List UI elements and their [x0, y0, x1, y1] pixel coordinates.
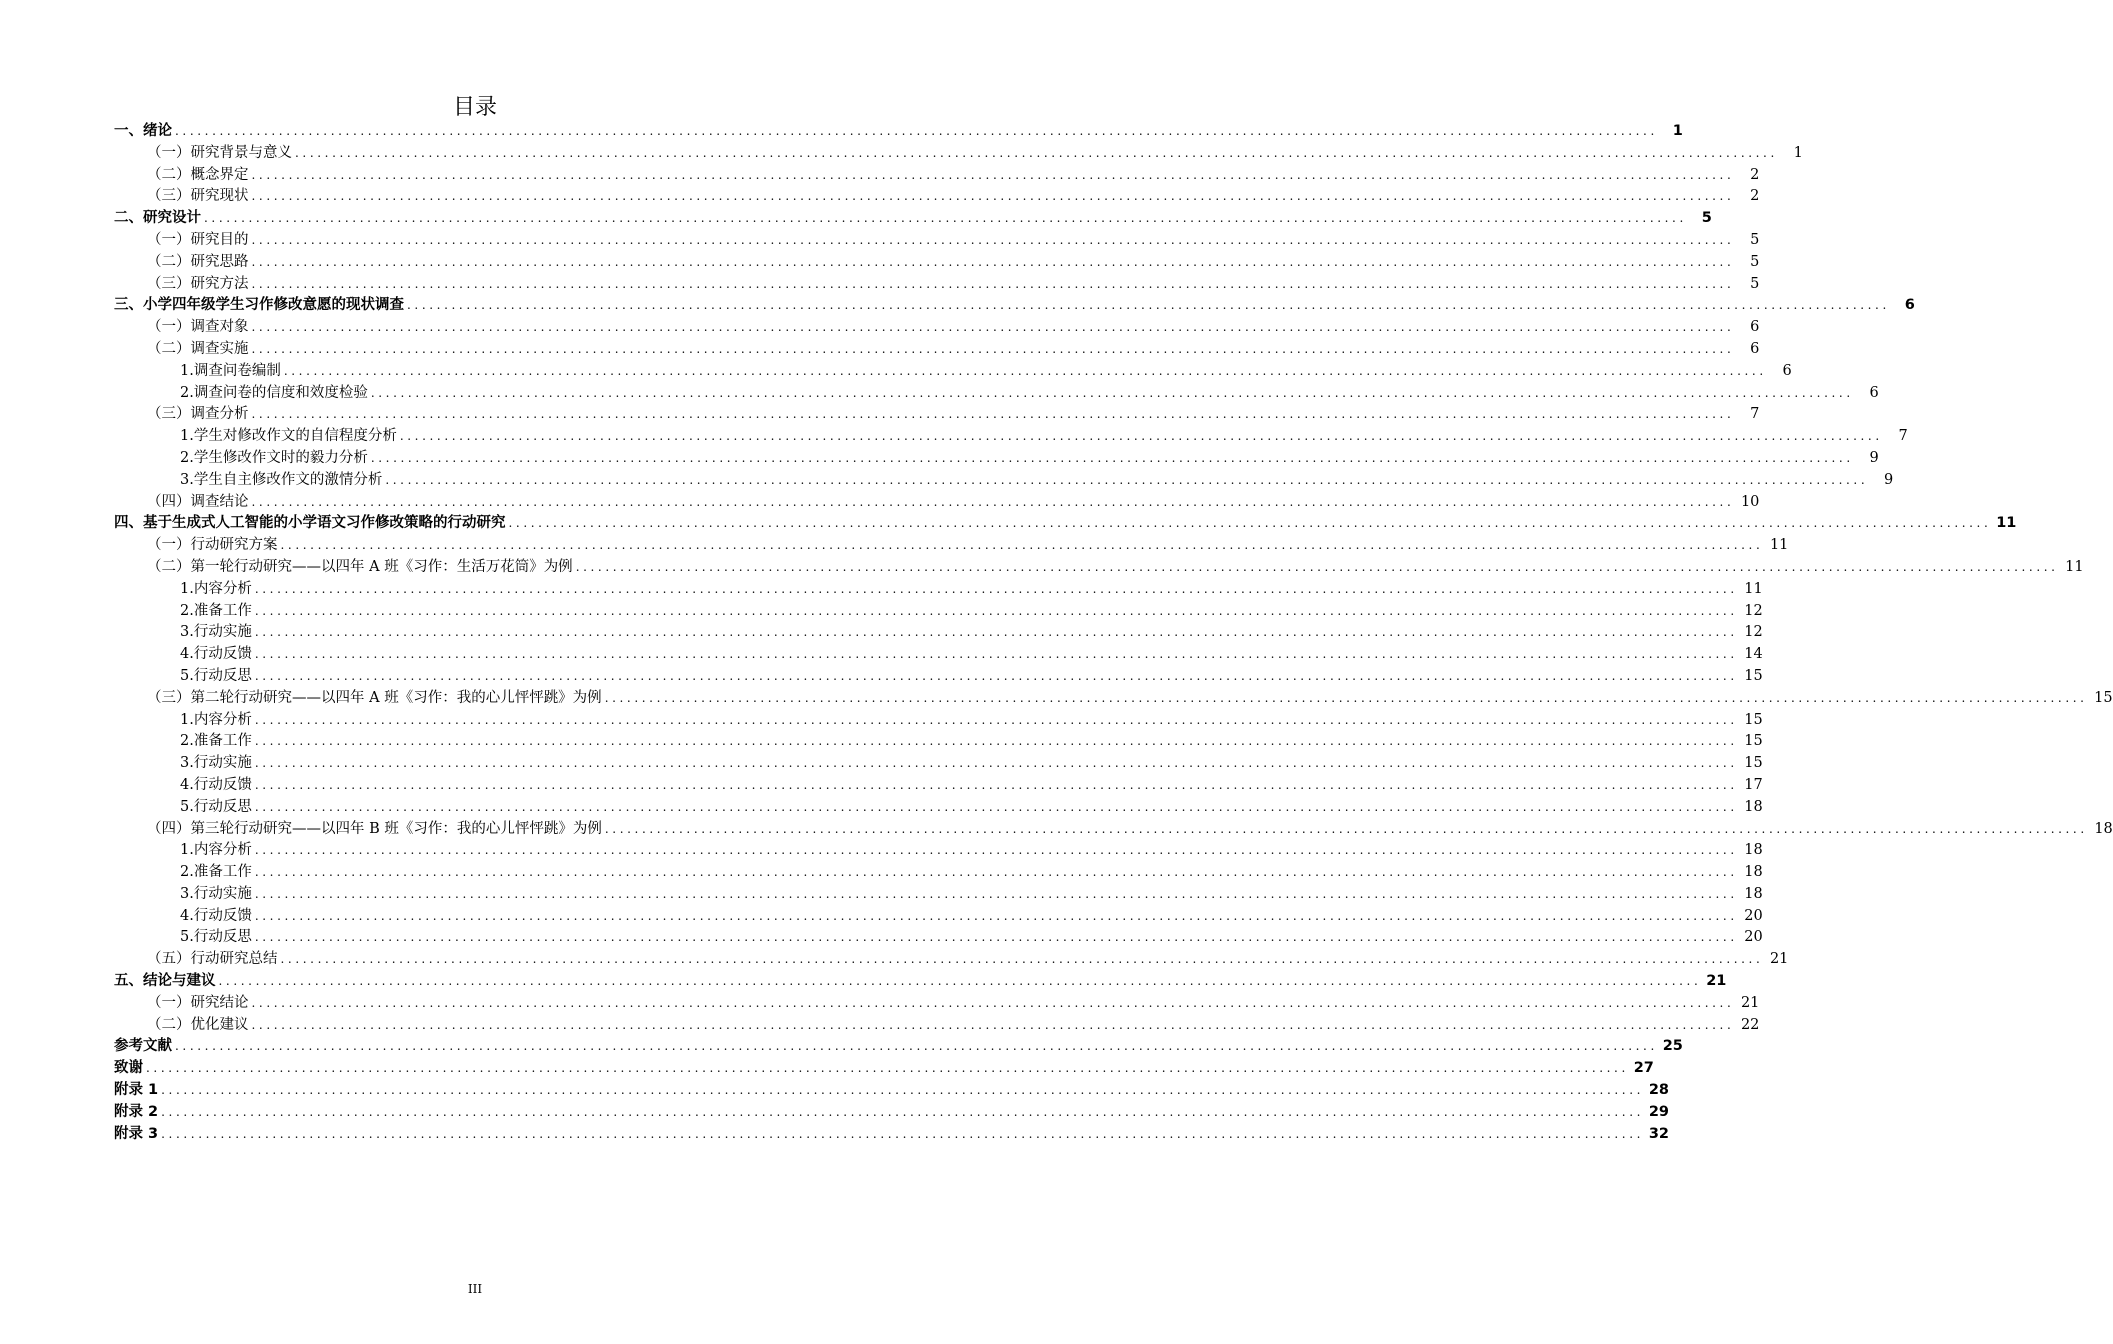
- dot-leader: ........................................................................................................................................................................................................: [254, 777, 1738, 792]
- toc-entry[interactable]: [0, 492, 1760, 514]
- toc-entry[interactable]: [0, 862, 1763, 884]
- toc-entry[interactable]: [0, 513, 2017, 535]
- dot-leader: ........................................................................................................................................................................................................: [254, 581, 1738, 596]
- toc-entry-label: 1.内容分析: [180, 842, 252, 859]
- dot-leader: ........................................................................................................................................................................................................: [508, 516, 1992, 531]
- toc-entry-page: 7: [1750, 406, 1760, 423]
- toc-entry[interactable]: [0, 971, 1727, 993]
- toc-entry-label: 1.学生对修改作文的自信程度分析: [180, 428, 397, 445]
- toc-entry-label: （一）研究目的: [147, 231, 249, 248]
- toc-entry-page: 18: [1744, 864, 1763, 881]
- dot-leader: ........................................................................................................................................................................................................: [254, 799, 1738, 814]
- dot-leader: ........................................................................................................................................................................................................: [251, 189, 1735, 204]
- toc-entry[interactable]: [0, 295, 1915, 317]
- toc-entry[interactable]: [0, 688, 2113, 710]
- dot-leader: ........................................................................................................................................................................................................: [251, 276, 1735, 291]
- toc-entry[interactable]: [0, 622, 1763, 644]
- dot-leader: ........................................................................................................................................................................................................: [254, 908, 1738, 923]
- toc-entry-page: 1: [1793, 144, 1803, 161]
- toc-entry[interactable]: [0, 186, 1760, 208]
- toc-entry-label: （三）研究方法: [147, 275, 249, 292]
- dot-leader: ........................................................................................................................................................................................................: [254, 668, 1738, 683]
- toc-entry[interactable]: [0, 404, 1760, 426]
- toc-entry[interactable]: [0, 601, 1763, 623]
- dot-leader: ........................................................................................................................................................................................................: [399, 429, 1883, 444]
- dot-leader: ........................................................................................................................................................................................................: [370, 450, 1854, 465]
- toc-entry-page: 5: [1750, 231, 1760, 248]
- dot-leader: ........................................................................................................................................................................................................: [175, 124, 1658, 138]
- dot-leader: ........................................................................................................................................................................................................: [604, 821, 2088, 836]
- toc-entry[interactable]: [0, 339, 1760, 361]
- toc-entry-label: 附录 2: [114, 1103, 159, 1120]
- toc-entry[interactable]: [0, 143, 1803, 165]
- dot-leader: ........................................................................................................................................................................................................: [251, 1017, 1735, 1032]
- dot-leader: ........................................................................................................................................................................................................: [254, 756, 1738, 771]
- dot-leader: ........................................................................................................................................................................................................: [280, 538, 1764, 553]
- toc-entry-page: 2: [1750, 188, 1760, 205]
- toc-entry-page: 15: [2094, 689, 2113, 706]
- toc-entry-label: （二）研究思路: [147, 253, 249, 270]
- toc-entry[interactable]: [0, 1058, 1654, 1080]
- toc-entry[interactable]: [0, 949, 1789, 971]
- toc-entry-label: （五）行动研究总结: [147, 951, 278, 968]
- toc-entry[interactable]: [0, 317, 1760, 339]
- toc-entry-page: 15: [1744, 755, 1763, 772]
- toc-entry-page: 15: [1744, 667, 1763, 684]
- toc-entry-label: 2.准备工作: [180, 733, 252, 750]
- dot-leader: ........................................................................................................................................................................................................: [254, 865, 1738, 880]
- toc-entry[interactable]: [0, 644, 1763, 666]
- toc-entry-label: 附录 1: [114, 1082, 159, 1099]
- toc-entry-page: 11: [1744, 580, 1763, 597]
- toc-entry[interactable]: [0, 797, 1763, 819]
- toc-entry[interactable]: [0, 208, 1712, 230]
- toc-entry-label: （三）研究现状: [147, 188, 249, 205]
- toc-entry-label: 4.行动反馈: [180, 646, 252, 663]
- toc-entry[interactable]: [0, 840, 1763, 862]
- toc-entry-page: 11: [1769, 537, 1789, 554]
- toc-entry-page: 18: [1744, 798, 1763, 815]
- toc-entry-label: （二）调查实施: [147, 340, 249, 357]
- dot-leader: ........................................................................................................................................................................................................: [175, 1039, 1658, 1054]
- toc-entry[interactable]: [0, 383, 1879, 405]
- toc-entry-label: （二）第一轮行动研究——以四年 A 班《习作：生活万花筒》为例: [147, 558, 573, 575]
- toc-entry-page: 17: [1744, 776, 1763, 793]
- toc-entry-label: 5.行动反思: [180, 798, 252, 815]
- toc-entry[interactable]: [0, 535, 1789, 557]
- toc-entry-page: 6: [1750, 319, 1760, 336]
- toc-entry-page: 21: [1769, 951, 1789, 968]
- dot-leader: ........................................................................................................................................................................................................: [251, 494, 1735, 509]
- toc-entry-page: 27: [1633, 1060, 1654, 1077]
- toc-entry[interactable]: [0, 1102, 1670, 1124]
- dot-leader: ........................................................................................................................................................................................................: [575, 559, 2059, 574]
- toc-entry-label: 3.行动实施: [180, 755, 252, 772]
- toc-entry-label: 致谢: [114, 1060, 143, 1077]
- toc-entry-page: 21: [1706, 973, 1727, 990]
- toc-entry-label: 5.行动反思: [180, 667, 252, 684]
- toc-entry[interactable]: [0, 666, 1763, 688]
- toc-entry-label: （二）概念界定: [147, 166, 249, 183]
- toc-entry-page: 29: [1648, 1103, 1670, 1120]
- toc-entry-label: （一）研究结论: [147, 994, 249, 1011]
- toc-entry-label: 4.行动反馈: [180, 776, 252, 793]
- toc-entry-label: 二、研究设计: [114, 210, 201, 227]
- toc-entry-label: （四）调查结论: [147, 493, 249, 510]
- dot-leader: ........................................................................................................................................................................................................: [161, 1104, 1645, 1119]
- toc-entry-label: （一）研究背景与意义: [147, 144, 292, 161]
- toc-entry[interactable]: [0, 274, 1760, 296]
- dot-leader: ........................................................................................................................................................................................................: [146, 1061, 1629, 1076]
- toc-entry[interactable]: [0, 230, 1760, 252]
- toc-entry[interactable]: [0, 819, 2113, 841]
- toc-entry-page: 12: [1744, 602, 1763, 619]
- toc-entry[interactable]: [0, 1124, 1670, 1146]
- page-title: 目录: [452, 95, 497, 120]
- toc-entry[interactable]: [0, 927, 1763, 949]
- toc-entry[interactable]: [0, 165, 1760, 187]
- toc-entry-label: 附录 3: [114, 1125, 159, 1142]
- page-number-footer: III: [467, 1282, 483, 1296]
- toc-entry[interactable]: [0, 252, 1760, 274]
- dot-leader: ........................................................................................................................................................................................................: [251, 341, 1735, 356]
- toc-entry[interactable]: [0, 448, 1879, 470]
- toc-entry-page: 11: [1996, 515, 2017, 532]
- dot-leader: ........................................................................................................................................................................................................: [604, 690, 2088, 705]
- toc-entry-page: 5: [1701, 210, 1712, 227]
- toc-entry-label: 1.内容分析: [180, 580, 252, 597]
- toc-entry[interactable]: [0, 993, 1760, 1015]
- toc-entry-label: 2.学生修改作文时的毅力分析: [180, 449, 368, 466]
- toc-entry-page: 20: [1744, 929, 1763, 946]
- toc-entry-label: 3.行动实施: [180, 885, 252, 902]
- toc-entry[interactable]: [0, 557, 2084, 579]
- toc-entry-page: 6: [1904, 297, 1915, 314]
- toc-entry-label: （一）行动研究方案: [147, 537, 278, 554]
- toc-entry-page: 6: [1750, 340, 1760, 357]
- toc-entry-label: （三）第二轮行动研究——以四年 A 班《习作：我的心儿怦怦跳》为例: [147, 689, 602, 706]
- toc-entry-page: 11: [2065, 558, 2084, 575]
- toc-entry-label: 3.行动实施: [180, 624, 252, 641]
- dot-leader: ........................................................................................................................................................................................................: [251, 232, 1735, 247]
- dot-leader: ........................................................................................................................................................................................................: [254, 734, 1738, 749]
- toc-entry-page: 10: [1740, 493, 1760, 510]
- toc-entry-page: 15: [1744, 733, 1763, 750]
- dot-leader: ........................................................................................................................................................................................................: [407, 298, 1890, 313]
- toc-entry[interactable]: [0, 884, 1763, 906]
- toc-entry-label: 参考文献: [114, 1038, 172, 1055]
- toc-entry[interactable]: [0, 731, 1763, 753]
- toc-entry-page: 28: [1648, 1082, 1670, 1099]
- toc-entry-page: 5: [1750, 253, 1760, 270]
- toc-entry-label: 1.内容分析: [180, 711, 252, 728]
- dot-leader: ........................................................................................................................................................................................................: [254, 843, 1738, 858]
- dot-leader: ........................................................................................................................................................................................................: [251, 254, 1735, 269]
- dot-leader: ........................................................................................................................................................................................................: [161, 1083, 1645, 1098]
- dot-leader: ........................................................................................................................................................................................................: [370, 385, 1854, 400]
- toc-entry-page: 2: [1750, 166, 1760, 183]
- toc-entry-page: 1: [1672, 123, 1683, 139]
- toc-entry[interactable]: [0, 710, 1763, 732]
- toc-entry-label: （四）第三轮行动研究——以四年 B 班《习作：我的心儿怦怦跳》为例: [147, 820, 602, 837]
- toc-entry-label: 3.学生自主修改作文的激情分析: [180, 471, 383, 488]
- toc-entry[interactable]: [0, 470, 1894, 492]
- toc-entry-page: 5: [1750, 275, 1760, 292]
- dot-leader: ........................................................................................................................................................................................................: [254, 886, 1738, 901]
- toc-entry-page: 9: [1884, 471, 1894, 488]
- dot-leader: ........................................................................................................................................................................................................: [251, 995, 1735, 1010]
- dot-leader: ........................................................................................................................................................................................................: [283, 363, 1767, 378]
- toc-entry[interactable]: [0, 775, 1763, 797]
- dot-leader: ........................................................................................................................................................................................................: [280, 952, 1764, 967]
- toc-entry[interactable]: [0, 426, 1908, 448]
- dot-leader: ........................................................................................................................................................................................................: [385, 472, 1869, 487]
- toc-entry-page: 32: [1648, 1125, 1670, 1142]
- toc-entry-page: 20: [1744, 907, 1763, 924]
- dot-leader: ........................................................................................................................................................................................................: [254, 647, 1738, 662]
- toc-entry-label: 三、小学四年级学生习作修改意愿的现状调查: [114, 297, 404, 314]
- dot-leader: ........................................................................................................................................................................................................: [251, 167, 1735, 182]
- toc-entry-page: 12: [1744, 624, 1763, 641]
- toc-entry-label: 5.行动反思: [180, 929, 252, 946]
- toc-entry[interactable]: [0, 361, 1792, 383]
- dot-leader: ........................................................................................................................................................................................................: [251, 407, 1735, 422]
- toc-entry-page: 15: [1744, 711, 1763, 728]
- dot-leader: ........................................................................................................................................................................................................: [295, 145, 1778, 160]
- toc-entry-label: （三）调查分析: [147, 406, 249, 423]
- toc-entry-label: 2.调查问卷的信度和效度检验: [180, 384, 368, 401]
- toc-entry-page: 9: [1869, 449, 1879, 466]
- dot-leader: ........................................................................................................................................................................................................: [204, 211, 1687, 226]
- toc-entry[interactable]: [0, 121, 1683, 143]
- dot-leader: ........................................................................................................................................................................................................: [254, 603, 1738, 618]
- toc-entry-label: 一、绪论: [114, 123, 172, 139]
- toc-entry-label: 4.行动反馈: [180, 907, 252, 924]
- toc-entry[interactable]: [0, 579, 1763, 601]
- toc-entry-page: 25: [1662, 1038, 1683, 1055]
- toc-entry-label: 2.准备工作: [180, 602, 252, 619]
- toc-entry[interactable]: [0, 906, 1763, 928]
- toc-entry[interactable]: [0, 1080, 1670, 1102]
- toc-entry-page: 22: [1740, 1016, 1760, 1033]
- toc-entry[interactable]: [0, 1015, 1760, 1037]
- dot-leader: ........................................................................................................................................................................................................: [254, 625, 1738, 640]
- toc-entry[interactable]: [0, 753, 1763, 775]
- toc-entry-page: 21: [1740, 994, 1760, 1011]
- dot-leader: ........................................................................................................................................................................................................: [161, 1126, 1645, 1141]
- dot-leader: ........................................................................................................................................................................................................: [218, 974, 1702, 989]
- toc-entry[interactable]: [0, 1036, 1683, 1058]
- toc-entry-page: 6: [1782, 362, 1792, 379]
- toc-entry-page: 7: [1898, 428, 1908, 445]
- toc-entry-label: 五、结论与建议: [114, 973, 216, 990]
- toc-entry-page: 6: [1869, 384, 1879, 401]
- toc-entry-label: （一）调查对象: [147, 319, 249, 336]
- toc-entry-label: 四、基于生成式人工智能的小学语文习作修改策略的行动研究: [114, 515, 506, 532]
- toc-entry-label: （二）优化建议: [147, 1016, 249, 1033]
- toc-entry-page: 18: [2094, 820, 2113, 837]
- toc-entry-label: 2.准备工作: [180, 864, 252, 881]
- dot-leader: ........................................................................................................................................................................................................: [254, 930, 1738, 945]
- table-of-contents: [0, 121, 2113, 1145]
- toc-entry-page: 18: [1744, 842, 1763, 859]
- toc-entry-page: 14: [1744, 646, 1763, 663]
- toc-entry-label: 1.调查问卷编制: [180, 362, 281, 379]
- dot-leader: ........................................................................................................................................................................................................: [254, 712, 1738, 727]
- toc-entry-page: 18: [1744, 885, 1763, 902]
- dot-leader: ........................................................................................................................................................................................................: [251, 320, 1735, 335]
